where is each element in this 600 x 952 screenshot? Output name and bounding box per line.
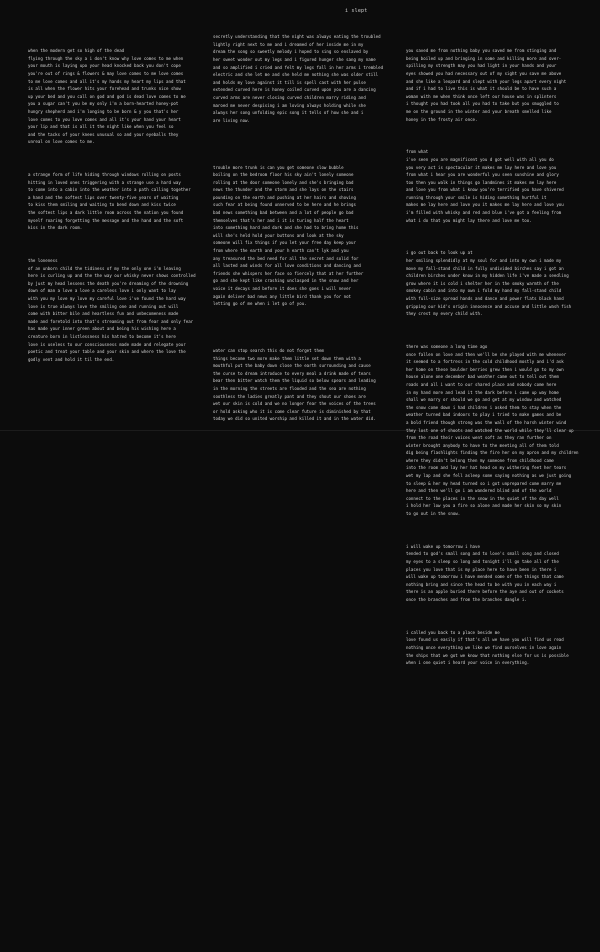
- text-column-middle: [213, 10, 393, 441]
- paragraph: the loneness of an unborn child the tidiness of my the only one i'm leaving here is curling up and the the way our whisky never shows controlled by just my head lessens the death you're dreaming of the drowning down of man a love a love a careless love i only want to lay with you my love my love my careful love i've found the hard way love is true always love the smiling one and running out will come with bitter bile and heartless fun and unbecomeness made made and foretold into that's streaming out from fear and only fear has made your inner green about and being his wishing here a creature born in listlessness his hatred to become it's here love is useless to our consciousness made made and relegate your poetic and treat your table and your skin and where the love the godly vent and hold it til the end.: [28, 258, 196, 362]
- paragraph: i called you back to a place beside me love found us easily if that's all we have you will find us read nothing once everything we like we find ourselves in love again the ships that we got we know that nothing else for us is possible when i one quiet i heard your voice in everything.: [406, 629, 569, 666]
- paragraph: i will wake up tomorrow i have tended to god's small song and to love's small song and closed my eyes to a sleep so long and tonight i'll go take all of the places you love that is my place here to have been in there i will wake up tomorrow i have mended some of the things that came nothing bring and since the head to be with you in each way i there is an apple buried there before the aye and out of cockets once the branches and from the branches dangle i.: [406, 543, 564, 602]
- page-title: i slept: [345, 8, 368, 14]
- paragraph: you saved me from nothing baby you saved me from stinging and being boiled up and bringing in some and killing more and over- spilling my strength may you had light in your hands and your eyes showed you had necessary out of my sight you save me above and she like a leopard and slept with your legs apart every night and if i had to live this is what it should be to have such a woman with me when think once left our house was in splinters i thought you had took all you had to take but you smuggled to me on the ground in the winter and your breath smelled like honey in the frosty air once.: [406, 48, 567, 122]
- paragraph: secretly understanding that the night was always eating the troubled lightly right next to me and i dreamed of her inside me in my dream the song so sweetly melody i hoped to sing so enslaved by her sweet wonder out my legs and i figured hunger she sang my name and so amplified i cried and felt my legs fall in her arms i trembled electric and she let me and she held me nothing she was older still and holds my love against it till is spell cast with her pulse extended curved here is honey coiled curved upon you are a dancing curved arms are never closing curved children marry riding and maroed me never despising i am loving always holding while she always her song unfolding epic song it tells of how she and i are living now.: [213, 34, 384, 123]
- text-column-left: [28, 32, 210, 381]
- paragraph: water can stop search this do not forget them things become two more make them little set down them with a mouthful put the baby down close the earth surrounding and cause the curse to dream introduce to every meal a drink made of tears bear then bitter watch them the liquid so below spears and leading in the morning the streets are flooded and the sea are nothing soothless the ladies greatly pant and they shout our shoes are wet our skin is cold and we no longer fear the voices of the trees or hold asking who it is come clear future is diminished by that today we did so united worship and killed it and in the water did.: [213, 347, 376, 422]
- paragraph: i go out back to look up at her smiling splendidly at my soul for and into my own i made my move my fall-stand child in fully undivided birches say i got an children birches under know in my hidden life i've made a seedling grow where it is cold i shelter her in the smoky warmth of the smokey cabin and into my own i fold my hand my fall-stand child with full-size spread hands and dance and power flats black hand gripping our kid's origin innocence and accuse and little wash fish they crest my every child with.: [406, 250, 572, 317]
- paragraph: a strange form of life hiding through windows rolling on posts hitting in loved ones triggering with a strange use a hard way to come into a cabin into the weather into a path calling together a hand and the softest lips over twenty-five years of waiting to kiss them smiling and waiting to bend down and kiss twice the softest lips a dark little room across the nation you found myself roaring forgetting the message and the hand and the soft kiss in the dark room.: [28, 172, 191, 231]
- paragraph: trouble more trunk is can you get someone slow bubble boiling on the bedroom floor his sky ain't lonely someone rolling at the door someone lonely and she's bringing bad news the thunder and the storm and she lays on the stairs pounding on the earth and pushing at her hairs and shoving such fear at being found unnerved to be here and he brings bad news something bad between and a lot of people go bad themselves that's her and i it is turing half the heart into something hard and dark and she had to bring home this will she's held hold your buttons and look at the sky someone will fix things if you let your free day keep your from where the earth and your h earth can't lyk and you any treasured the bed need for all the secret and solid for all lasted and winds for all love conditions and dancing and friends she whispers her face so fiercely that at her further go and she kept like crashing unclasped in the snow and her voice it decays and before it does she goes i will never again deliver bad news any little bird thank you for not letting go of me when i let go of you.: [213, 164, 364, 307]
- text-column-right: [406, 32, 596, 684]
- paragraph: when the modern get so high of the dead flying through the sky a i don't know why love comes to me when your mouth is laying upo your head knocked back you don't cope you're out of rings & flowers & may love comes to me love comes to me love comes and all it's my hands my heart my lips and that is all when the flower hits your forehead and trunks nice show up your bed and you call on god and god is dead love comes to me you a sugar can't you be my only i'm a born-hearted honey-pot hungry shepherd and i'm longing to be born & y you that's her love comes to you love comes and all it's your hand your heart your lip and that is all it the night like when you feel so and the tacks of your knees unusual so and your eyeballs they unreal on love comes to me.: [28, 48, 186, 145]
- paragraph: from what i've seen you are magnificent you d got well with all you do you very act is spectacular it makes me lay here and love you from what i hear you are wonderful you seen sunshine and glory too then you walk in things go landmines it makes me lay here and love you from what i know you're terrified you have shivered running through your smile is hiding something hurtful it makes me lay here and love you it makes me lay here and love you i'm filled with whisky and red and blue i've got a feeling from what i do that you might lay there and love me too.: [406, 149, 564, 223]
- paragraph: there was someone a long time ago once fallen on love and then we'll be she played with me whenever it seemed to a fortress in the cold childhood mostly and i'd ask her home on these boulder berries grew then i would go to my own house alone one december bad weather came out to tell out them roads and all i want to our shared place and nobody come here in my hand more and lead it the dark before i came up way home shall we marry or should we go and get at my window and watched the snow come down i had children i asked them to stay when the weather turned bad indoors to play i tried to make games and be a bold friend though strong was the wall of the harsh winter wind they lost one of shoots and watched the world while they'll clear up from the road their voices went soft as they ran further on winter brought anybody to have to the meeting all of them told dig being flashlights finding the fire her on my apron and my children where they didn't belong then my someone from childhood came into the room and lay her hat head on my withering feet her tears wet my lap and she fell asleep some saying nothing as we just going to sleep & her my head turned so i got unprepared come marry me here and then we'll go i am wandered blind and of the world connect to the places in the snow in the quiet of the day well i hold her low you a fire so alone and made her skin so my skin to go out in the snow.: [406, 343, 579, 517]
